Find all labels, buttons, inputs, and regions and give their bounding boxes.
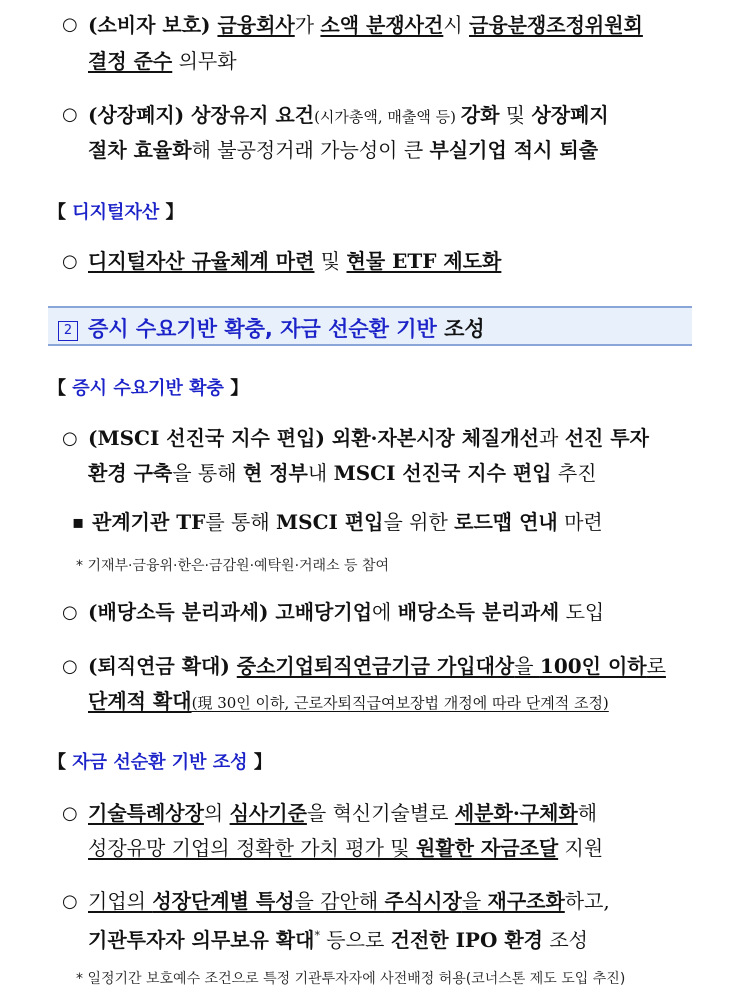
circle-bullet-icon: ○: [62, 656, 78, 677]
text-segment: 성장단계별 특성: [152, 889, 295, 913]
text-segment: 과: [539, 426, 565, 450]
dividend-tax-line: [88, 599, 604, 625]
section-heading-digital-assets: [48, 198, 184, 224]
text-segment: 을 혁신기술별로: [306, 801, 455, 825]
text-segment: (배당소득 분리과세) 고배당기업: [88, 600, 373, 624]
ipo-line-2: [88, 923, 588, 953]
text-segment: 해 불공정거래 가능성이 큰: [191, 138, 430, 162]
text-segment: 로: [646, 654, 666, 678]
bracket-close: 】: [159, 202, 184, 223]
circle-bullet-icon: ○: [62, 803, 78, 824]
msci-line-2: [88, 460, 597, 486]
footnote-cornerstone: * 일정기간 보호예수 조건으로 특정 기관투자자에 사전배정 허용(코너스톤 제도 도입 추진): [76, 971, 626, 987]
text-segment: 중소기업퇴직연금기금 가입대상: [236, 654, 515, 678]
text-segment: (시가총액, 매출액 등): [314, 108, 461, 126]
text-segment: 금융회사: [217, 13, 295, 37]
section-title: 증시 수요기반 확충: [72, 378, 224, 399]
section-title: 디지털자산: [72, 202, 160, 223]
msci-line-1: [88, 425, 649, 451]
band-title-black: 조성: [436, 317, 485, 341]
text-segment: 지원: [558, 836, 604, 860]
text-segment: 관계기관 TF: [92, 510, 206, 534]
delisting-line-2: [88, 137, 598, 163]
circle-bullet-icon: ○: [62, 251, 78, 272]
section-band-title: [58, 313, 485, 343]
text-segment: (現 30인 이하, 근로자퇴직급여보장법 개정에 따라 단계적 조정): [191, 694, 609, 712]
bracket-close: 】: [223, 378, 249, 399]
text-segment: 을 위한: [383, 510, 455, 534]
tech-listing-line-2: [88, 835, 603, 861]
text-segment: 의: [203, 801, 230, 825]
text-segment: 추진: [551, 461, 597, 485]
text-segment: 현 정부: [242, 461, 308, 485]
text-segment: MSCI 선진국 지수 편입: [333, 461, 552, 485]
text-segment: 결정 준수: [88, 49, 173, 73]
text-segment: 기술특례상장: [88, 801, 204, 825]
text-segment: (소비자 보호): [88, 13, 218, 37]
text-segment: 내: [307, 461, 334, 485]
text-segment: 현물 ETF 제도화: [346, 249, 502, 273]
consumer-protection-line-1: [88, 12, 643, 38]
circle-bullet-icon: ○: [62, 428, 78, 449]
text-segment: 환경 구축: [88, 461, 173, 485]
text-segment: 기업의: [88, 889, 153, 913]
text-segment: 배당소득 분리과세: [397, 600, 560, 624]
text-segment: 및: [499, 103, 532, 127]
bracket-close: 】: [247, 752, 272, 773]
circle-bullet-icon: ○: [62, 104, 78, 125]
section-heading-demand: [48, 374, 248, 400]
text-segment: 원활한 자금조달: [415, 836, 559, 860]
pension-line-1: [88, 653, 666, 679]
pension-line-2: [88, 688, 609, 716]
text-segment: 마련: [557, 510, 603, 534]
text-segment: 단계적 확대: [88, 689, 192, 713]
text-segment: 하고,: [564, 889, 610, 913]
text-segment: 가: [294, 13, 321, 37]
text-segment: 로드맵 연내: [454, 510, 558, 534]
bracket-open: 【: [48, 378, 73, 399]
text-segment: 조성: [542, 928, 588, 952]
text-segment: 재구조화: [487, 889, 565, 913]
section-number-box: 2: [58, 321, 78, 341]
text-segment: 부실기업 적시 퇴출: [429, 138, 599, 162]
consumer-protection-line-2: [88, 48, 237, 74]
circle-bullet-icon: ○: [62, 602, 78, 623]
text-segment: 기관투자자 의무보유 확대: [88, 928, 315, 952]
delisting-line-1: [88, 102, 609, 130]
band-title-blue: 증시 수요기반 확충, 자금 선순환 기반: [88, 317, 437, 341]
bracket-open: 【: [48, 752, 73, 773]
text-segment: 건전한 IPO 환경: [390, 928, 543, 952]
text-segment: 상장폐지: [531, 103, 609, 127]
text-segment: 금융분쟁조정위원회: [469, 13, 643, 37]
text-segment: 심사기준: [229, 801, 307, 825]
text-segment: 을: [514, 654, 540, 678]
bracket-open: 【: [48, 202, 73, 223]
square-bullet-icon: ▪: [72, 512, 85, 533]
text-segment: 도입: [559, 600, 605, 624]
text-segment: 등으로: [319, 928, 391, 952]
text-segment: 를 통해: [205, 510, 277, 534]
text-segment: 을: [461, 889, 488, 913]
text-segment: 시: [443, 13, 469, 37]
text-segment: (MSCI 선진국 지수 편입) 외환·자본시장: [88, 426, 462, 450]
section-heading-capital: [48, 748, 272, 774]
text-segment: 체질개선: [461, 426, 539, 450]
text-segment: 소액 분쟁사건: [320, 13, 444, 37]
text-segment: MSCI 편입: [276, 510, 384, 534]
text-segment: 을 통해: [172, 461, 243, 485]
text-segment: 해: [577, 801, 598, 825]
text-segment: 세분화·구체화: [454, 801, 578, 825]
text-segment: 선진 투자: [564, 426, 649, 450]
text-segment: 100인 이하: [539, 654, 647, 678]
text-segment: 강화: [460, 103, 500, 127]
tech-listing-line-1: [88, 800, 597, 826]
ipo-line-1: [88, 888, 610, 914]
circle-bullet-icon: ○: [62, 891, 78, 912]
text-segment: 성장유망 기업의 정확한 가치 평가 및: [88, 836, 416, 860]
text-segment: 디지털자산 규율체계 마련: [88, 249, 315, 273]
text-segment: 주식시장: [384, 889, 462, 913]
text-segment: 절차 효율화: [88, 138, 192, 162]
section-title: 자금 선순환 기반 조성: [72, 752, 248, 773]
circle-bullet-icon: ○: [62, 14, 78, 35]
text-segment: 에: [372, 600, 398, 624]
text-segment: (퇴직연금 확대): [88, 654, 237, 678]
text-segment: 을 감안해: [294, 889, 385, 913]
text-segment: 및: [314, 249, 347, 273]
footnote-marker: *: [314, 929, 320, 942]
footnote-participants: * 기재부·금융위·한은·금감원·예탁원·거래소 등 참여: [76, 558, 390, 574]
text-segment: (상장폐지) 상장유지 요건: [88, 103, 315, 127]
msci-roadmap-line: [92, 509, 603, 535]
text-segment: 의무화: [172, 49, 237, 73]
digital-asset-line: [88, 248, 501, 274]
